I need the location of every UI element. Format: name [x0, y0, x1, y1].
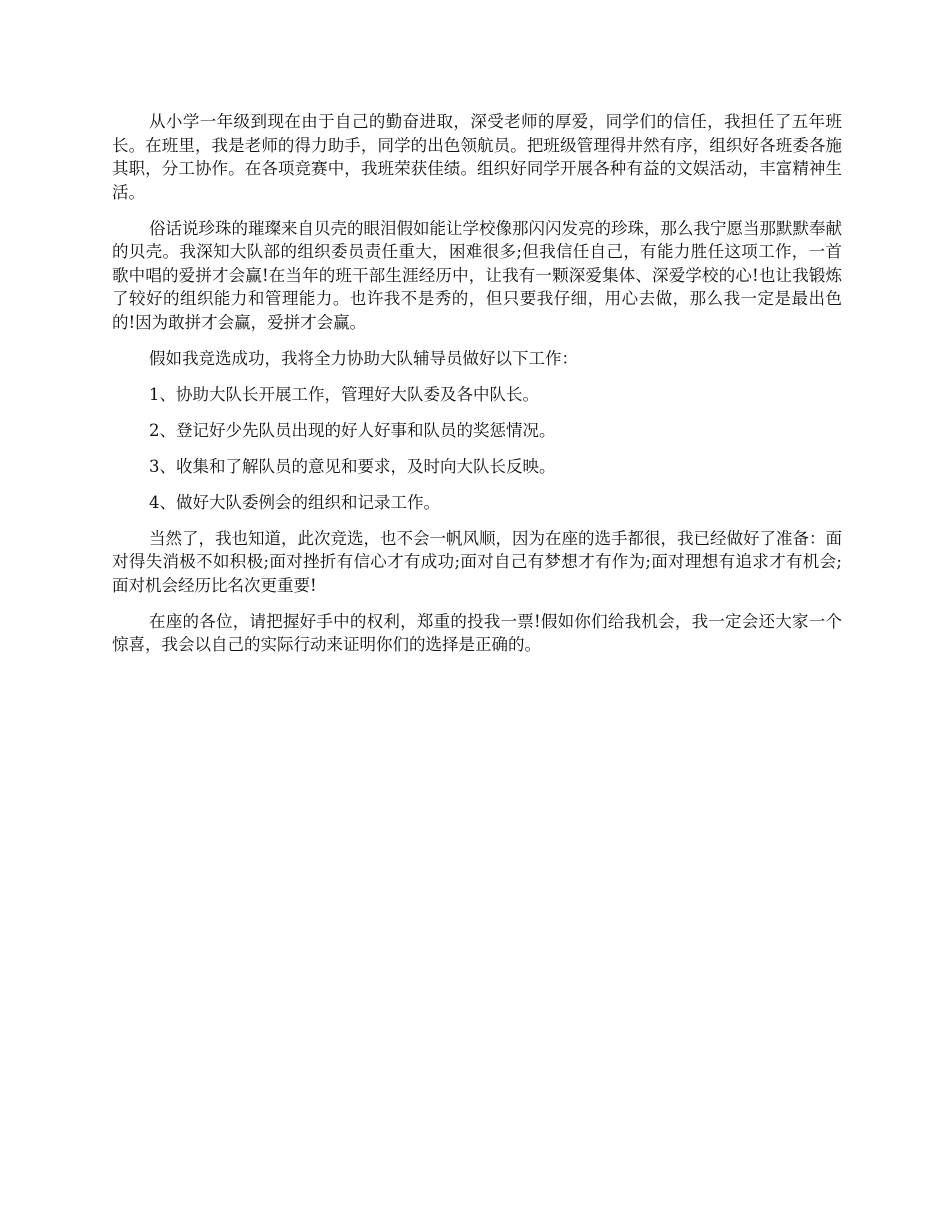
paragraph-prepared: 当然了，我也知道，此次竞选，也不会一帆风顺，因为在座的选手都很，我已经做好了准备：面对得失消极不如积极;面对挫折有信心才有成功;面对自己有梦想才有作为;面对理想有追求才有机会;面对机会经历比名次更重要! [112, 528, 842, 595]
paragraph-work-intro: 假如我竞选成功，我将全力协助大队辅导员做好以下工作： [149, 348, 578, 368]
list-item-duty-3: 3、收集和了解队员的意见和要求，及时向大队长反映。 [149, 456, 556, 476]
paragraph-class-monitor-experience: 从小学一年级到现在由于自己的勤奋进取，深受老师的厚爱，同学们的信任，我担任了五年班长。在班里，我是老师的得力助手，同学的出色领航员。把班级管理得井然有序，组织好各班委各施其职，分工协作。在各项竞赛中，我班荣获佳绩。组织好同学开展各种有益的文娱活动，丰富精神生活。 [112, 112, 842, 202]
paragraph-closing-appeal: 在座的各位，请把握好手中的权利，郑重的投我一票!假如你们给我机会，我一定会还大家一个惊喜，我会以自己的实际行动来证明你们的选择是正确的。 [112, 611, 842, 654]
document-body [112, 110, 842, 669]
list-item-duty-1: 1、协助大队长开展工作，管理好大队委及各中队长。 [149, 384, 539, 404]
paragraph-pearl-and-shell: 俗话说珍珠的璀璨来自贝壳的眼泪假如能让学校像那闪闪发亮的珍珠，那么我宁愿当那默默奉献的贝壳。我深知大队部的组织委员责任重大，困难很多;但我信任自己，有能力胜任这项工作，一首歌中唱的爱拼才会赢!在当年的班干部生涯经历中，让我有一颗深爱集体、深爱学校的心!也让我锻炼了较好的组织能力和管理能力。也许我不是秀的，但只要我仔细，用心去做，那么我一定是最出色的!因为敢拼才会赢，爱拼才会赢。 [112, 218, 842, 332]
list-item-duty-4: 4、做好大队委例会的组织和记录工作。 [149, 492, 440, 512]
list-item-duty-2: 2、登记好少先队员出现的好人好事和队员的奖惩情况。 [149, 420, 556, 440]
